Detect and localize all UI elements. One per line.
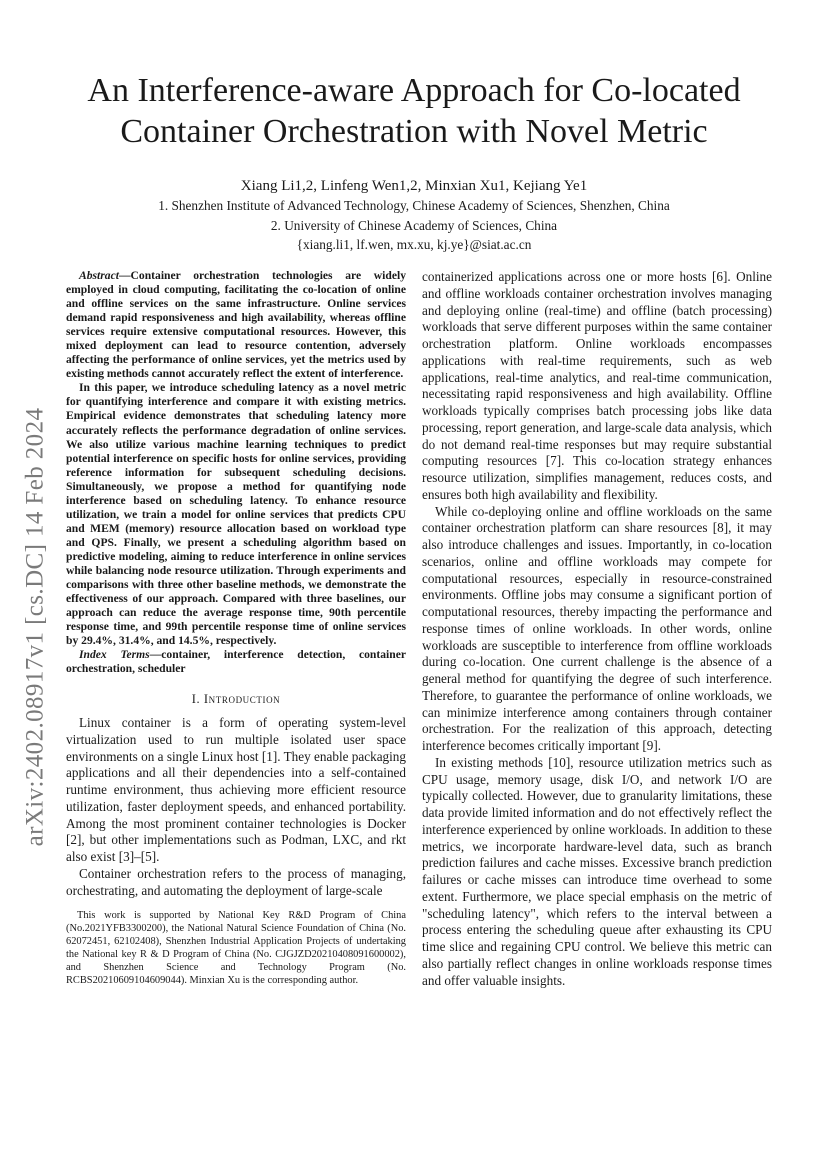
abstract-label: Abstract (79, 269, 119, 282)
title-line-2: Container Orchestration with Novel Metric (120, 113, 708, 150)
section-heading-introduction: I. Introduction (191, 692, 281, 707)
abstract-text-1: —Container orchestration technologies are widely employed in cloud computing, facilitating the co-location of online and offline services on the same infrastructure. Online services demand rapid responsiveness and high availability, whereas offline services require extensive computational resources. However, this mixed deployment can lead to resource contention, adversely affecting the performance of online services, yet the metrics used by existing methods cannot accurately reflect the extent of interference. (66, 269, 406, 381)
affiliation-2: 2. University of Chinese Academy of Sciences, China (270, 217, 558, 233)
index-terms-label: Index Terms (79, 648, 150, 662)
right-column (422, 269, 772, 989)
intro-paragraph-2-start: Container orchestration refers to the process of managing, orchestrating, and automating the deployment of large-scale (66, 865, 406, 898)
paper-title (60, 70, 768, 152)
intro-paragraph-4: In existing methods [10], resource utilization metrics such as CPU usage, memory usage, disk I/O, and network I/O are typically collected. However, due to granularity limitations, these data provide limited information and do not effectively reflect the interference experienced by online workloads. In addition to these metrics, we incorporate hardware-level data, such as branch prediction failures and cache misses. Excessive branch prediction failures or cache misses can introduce time overhead to some extent. Furthermore, we place special emphasis on the metric of "scheduling latency", which refers to the interval between a process entering the scheduling queue after exhausting its CPU time slice and regaining CPU control. We believe this metric can also partially reflect changes in online workloads response times and offer valuable insights. (422, 754, 772, 988)
author-list: Xiang Li1,2, Linfeng Wen1,2, Minxian Xu1, Kejiang Ye1 (240, 178, 588, 194)
affiliation-1: 1. Shenzhen Institute of Advanced Technology, Chinese Academy of Sciences, Shenzhen, China (158, 198, 670, 213)
intro-paragraph-1: Linux container is a form of operating system-level virtualization used to run multiple isolated user space environments on a single Linux host [1]. They enable packaging applications and all their dependencies into a self-contained runtime environment, thus achieving more efficient resource utilization, faster deployment speeds, and enhanced portability. Among the most prominent container technologies is Docker [2], but other implementations such as Podman, LXC, and rkt also exist [3]–[5]. (66, 715, 406, 865)
abstract-paragraph-2: In this paper, we introduce scheduling latency as a novel metric for quantifying interference and compare it with existing metrics. Empirical evidence demonstrates that scheduling latency more accurately reflects the performance degradation of online services. We also utilize various machine learning techniques to predict potential interference on specific hosts for online services, providing reference information for subsequent scheduling decisions. Simultaneously, we propose a method for quantifying node interference based on scheduling latency. To enhance resource utilization, we train a model for online services that predicts CPU and MEM (memory) resource allocation based on workload type and QPS. Finally, we present a scheduling algorithm based on predictive modeling, aiming to reduce interference in online services while balancing node resource utilization. Through experiments and comparisons with three other baseline methods, we demonstrate the effectiveness of our approach. Compared with three baselines, our approach can reduce the average response time, 90th percentile response time, and 99th percentile response time of online services by 29.4%, 31.4%, and 14.5%, respectively. (66, 381, 406, 648)
funding-footnote: This work is supported by National Key R&D Program of China (No.2021YFB3300200), the National Natural Science Foundation of China (No. 62072451, 62102408), Shenzhen Industrial Application Projects of undertaking the National key R & D Program of China (No. CJGJZD20210408091600002), and Shenzhen Science and Technology Program (No. RCBS20210609104609044). Minxian Xu is the corresponding author. (66, 910, 406, 986)
abstract-paragraph-1 (66, 269, 406, 381)
index-terms-text: —container, interference detection, container orchestration, scheduler (66, 648, 407, 676)
author-emails: {xiang.li1, lf.wen, mx.xu, kj.ye}@siat.ac.cn (296, 237, 532, 252)
index-terms (66, 648, 406, 676)
paper-header (60, 70, 768, 255)
title-line-1: An Interference-aware Approach for Co-located (87, 72, 741, 109)
left-column (66, 269, 406, 899)
intro-paragraph-2-continued: containerized applications across one or more hosts [6]. Online and offline workloads container orchestration involves managing and deploying online (real-time) and offline (batch processing) workloads that serve different purposes within the same container orchestration platform. Online workloads encompasses applications with real-time requirements, such as web applications, real-time analytics, and real-time communication, necessitating rapid responsiveness and high availability. Offline workloads typically comprises batch processing jobs like data processing, report generation, and large-scale data analysis, which do not demand real-time responses but may require substantial computing resources [7]. This co-location strategy enhances resource utilization, simplifies management, reduces costs, and ensures both high availability and flexibility. (422, 269, 772, 502)
arxiv-identifier (20, 362, 50, 892)
arxiv-identifier-text: arXiv:2402.08917v1 [cs.DC] 14 Feb 2024 (21, 407, 48, 847)
intro-paragraph-3: While co-deploying online and offline workloads on the same container orchestration platform can share resources [8], it may also introduce challenges and issues. Importantly, in co-location scenarios, online and offline workloads may compete for computational resources, especially in resource-constrained environments. Offline jobs may consume a significant portion of computational resources, thereby impacting the performance and response times of online workloads. In other words, online workloads are susceptible to interference from offline workloads during co-location. One current challenge is the absence of a general method for quantifying the degree of such interference. Therefore, to guarantee the performance of online workloads, we can minimize interference among containers through container orchestration. For the realization of this approach, detecting interference becomes critically important [9]. (422, 503, 772, 753)
